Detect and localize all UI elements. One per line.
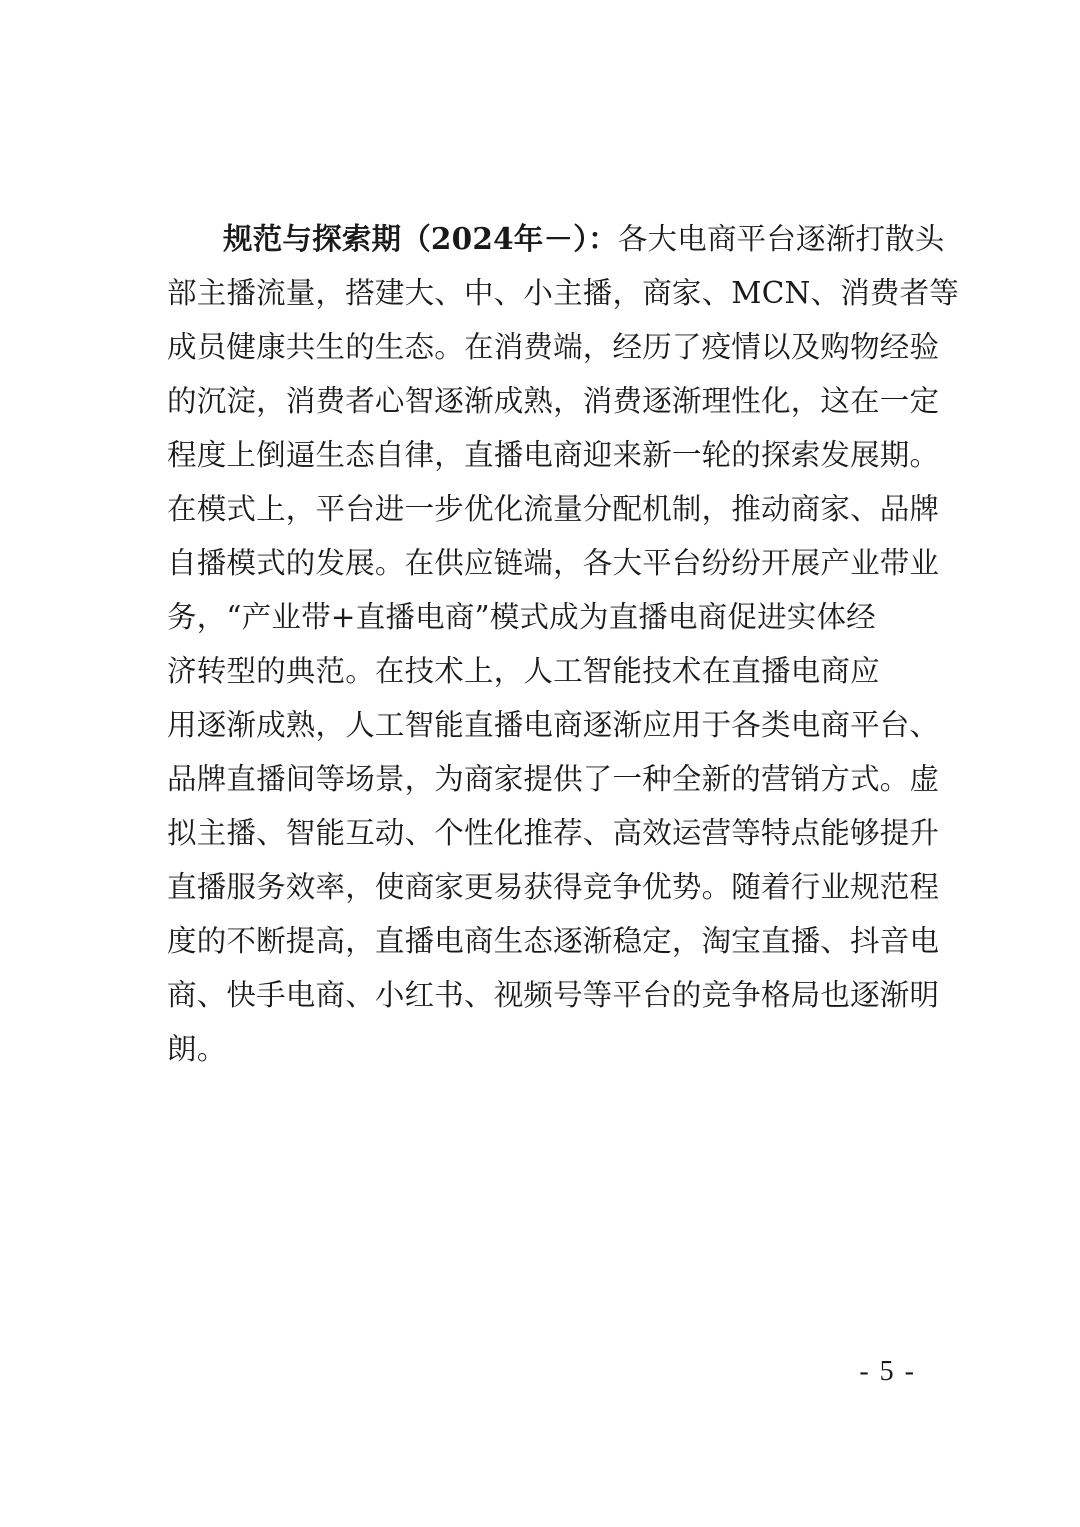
section-heading: 规范与探索期（2024年－）： (223, 221, 618, 256)
paragraph-line: 在模式上，平台进一步优化流量分配机制，推动商家、品牌 (167, 492, 940, 526)
paragraph-line: 直播服务效率，使商家更易获得竞争优势。随着行业规范程 (167, 870, 940, 904)
paragraph-line: 程度上倒逼生态自律，直播电商迎来新一轮的探索发展期。 (167, 438, 940, 472)
paragraph-line: 品牌直播间等场景，为商家提供了一种全新的营销方式。虚 (167, 762, 940, 796)
paragraph-text: 各大电商平台逐渐打散头 (617, 222, 945, 256)
paragraph-line: 务，“产业带+直播电商”模式成为直播电商促进实体经 (167, 600, 876, 634)
paragraph-line: 朗。 (167, 1032, 227, 1066)
paragraph-line: 成员健康共生的生态。在消费端，经历了疫情以及购物经验 (167, 330, 940, 364)
paragraph-line: 拟主播、智能互动、个性化推荐、高效运营等特点能够提升 (167, 816, 940, 850)
paragraph-line: 济转型的典范。在技术上，人工智能技术在直播电商应 (167, 654, 880, 688)
paragraph-line: 度的不断提高，直播电商生态逐渐稳定，淘宝直播、抖音电 (167, 924, 940, 958)
paragraph-line-1 (167, 212, 945, 266)
paragraph-line: 自播模式的发展。在供应链端，各大平台纷纷开展产业带业 (167, 546, 940, 580)
paragraph-line: 的沉淀，消费者心智逐渐成熟，消费逐渐理性化，这在一定 (167, 384, 940, 418)
paragraph-line: 部主播流量，搭建大、中、小主播，商家、MCN、消费者等 (167, 276, 959, 310)
body-paragraph (167, 212, 959, 1076)
paragraph-line: 用逐渐成熟，人工智能直播电商逐渐应用于各类电商平台、 (167, 708, 940, 742)
paragraph-line: 商、快手电商、小红书、视频号等平台的竞争格局也逐渐明 (167, 978, 940, 1012)
page-number: - 5 - (859, 1356, 916, 1387)
